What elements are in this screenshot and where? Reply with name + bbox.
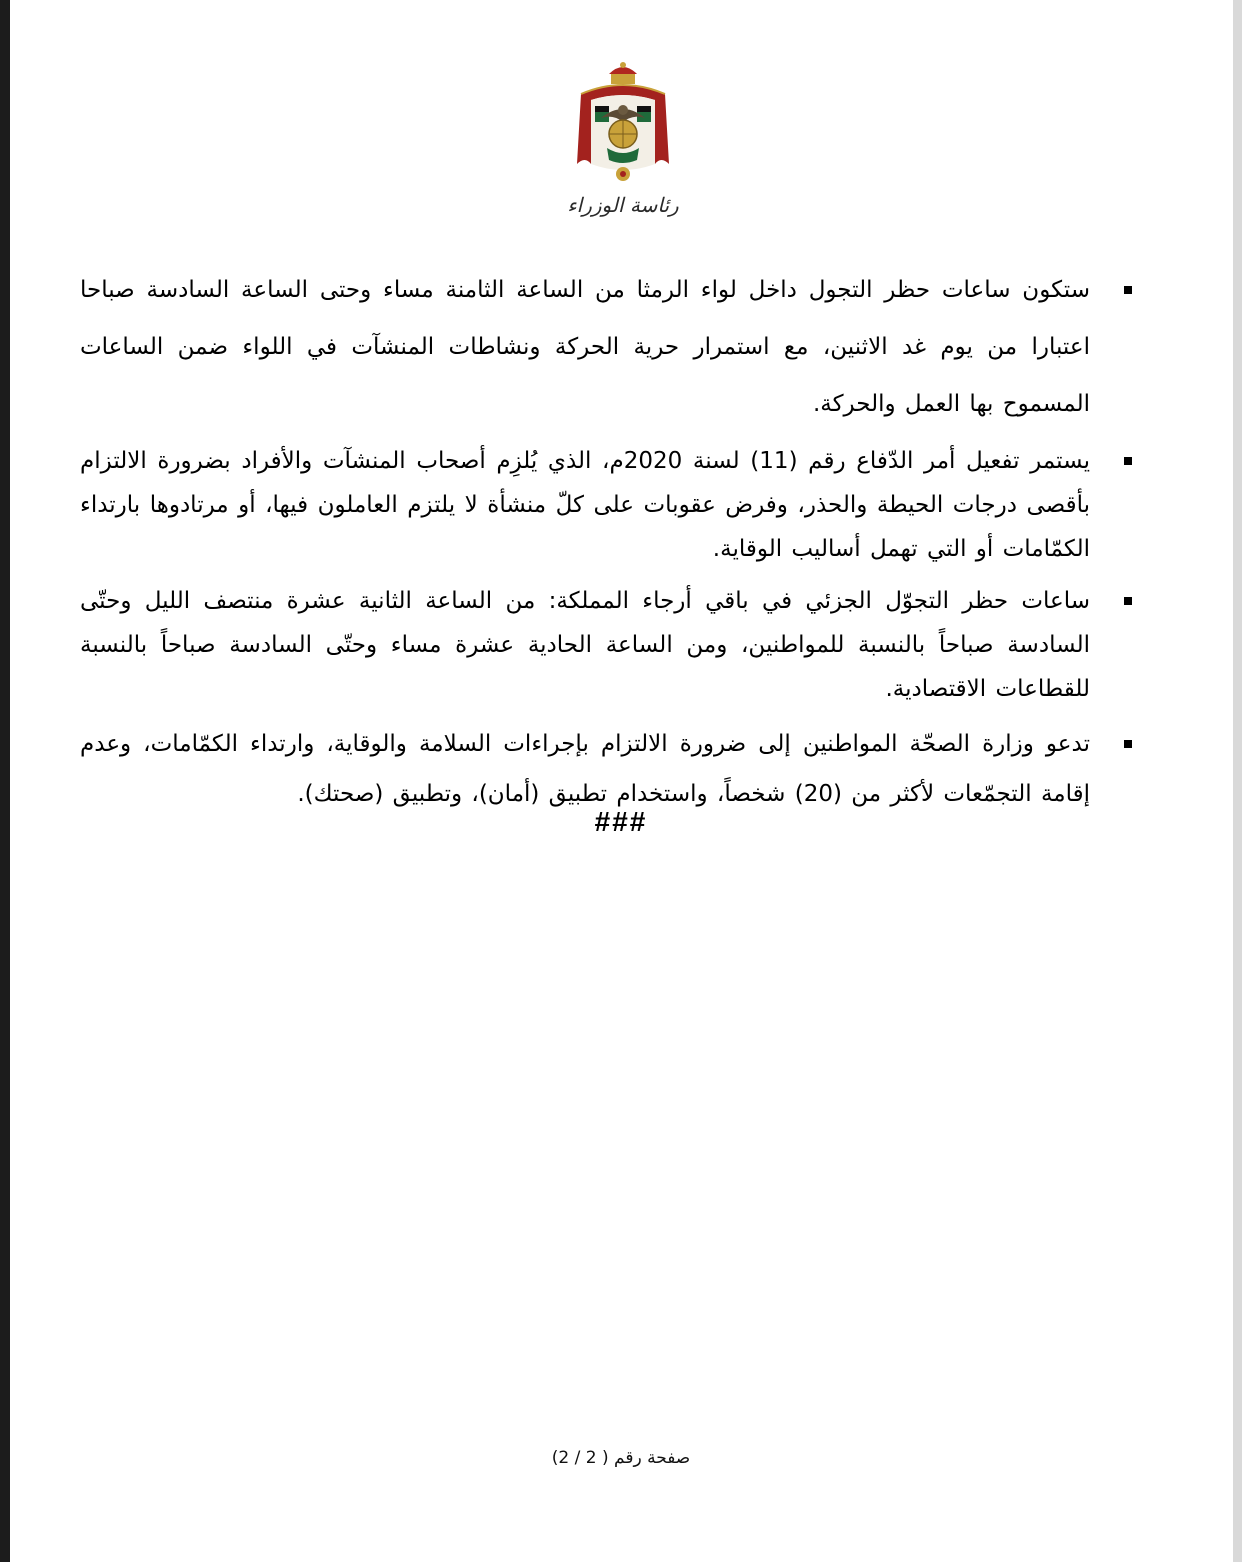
list-item-text: ساعات حظر التجوّل الجزئي في باقي أرجاء المملكة: من الساعة الثانية عشرة منتصف الليل وحتّى السادسة صباحاً بالنسبة للمواطنين، ومن الساعة الحادية عشرة مساء وحتّى السادسة صباحاً بالنسبة للقطاعات الاقتصادية. [80, 588, 1090, 702]
list-item-text: تدعو وزارة الصحّة المواطنين إلى ضرورة الالتزام بإجراءات السلامة والوقاية، وارتداء الكمّامات، وعدم إقامة التجمّعات لأكثر من (20) شخصاً، واستخدام تطبيق (أمان)، وتطبيق (صحتك). [80, 731, 1090, 807]
list-item [80, 579, 1132, 711]
list-item [80, 719, 1132, 819]
square-bullet-icon [1124, 457, 1132, 465]
list-item-text: ستكون ساعات حظر التجول داخل لواء الرمثا من الساعة الثامنة مساء وحتى الساعة السادسة صباحا اعتبارا من يوم غد الاثنين، مع استمرار حرية الحركة ونشاطات المنشآت في اللواء ضمن الساعات المسموح بها العمل والحركة. [80, 277, 1090, 417]
page-number: صفحة رقم ( 2 / 2) [551, 1448, 691, 1468]
list-item [80, 262, 1132, 433]
scan-edge-left [0, 0, 10, 1562]
list-item [80, 439, 1132, 571]
end-of-document-mark: ### [594, 806, 648, 837]
scan-edge-right [1233, 0, 1242, 1562]
list-item-text: يستمر تفعيل أمر الدّفاع رقم (11) لسنة 2020م، الذي يُلزِم أصحاب المنشآت والأفراد بضرورة الالتزام بأقصى درجات الحيطة والحذر، وفرض عقوبات على كلّ منشأة لا يلتزم العاملون فيها، أو مرتادوها بارتداء الكمّامات أو التي تهمل أساليب الوقاية. [80, 448, 1090, 562]
prime-ministry-signature: رئاسة الوزراء [567, 193, 679, 217]
coat-of-arms-icon [571, 60, 675, 192]
square-bullet-icon [1124, 740, 1132, 748]
square-bullet-icon [1124, 286, 1132, 294]
bullet-list [80, 262, 1132, 819]
square-bullet-icon [1124, 597, 1132, 605]
